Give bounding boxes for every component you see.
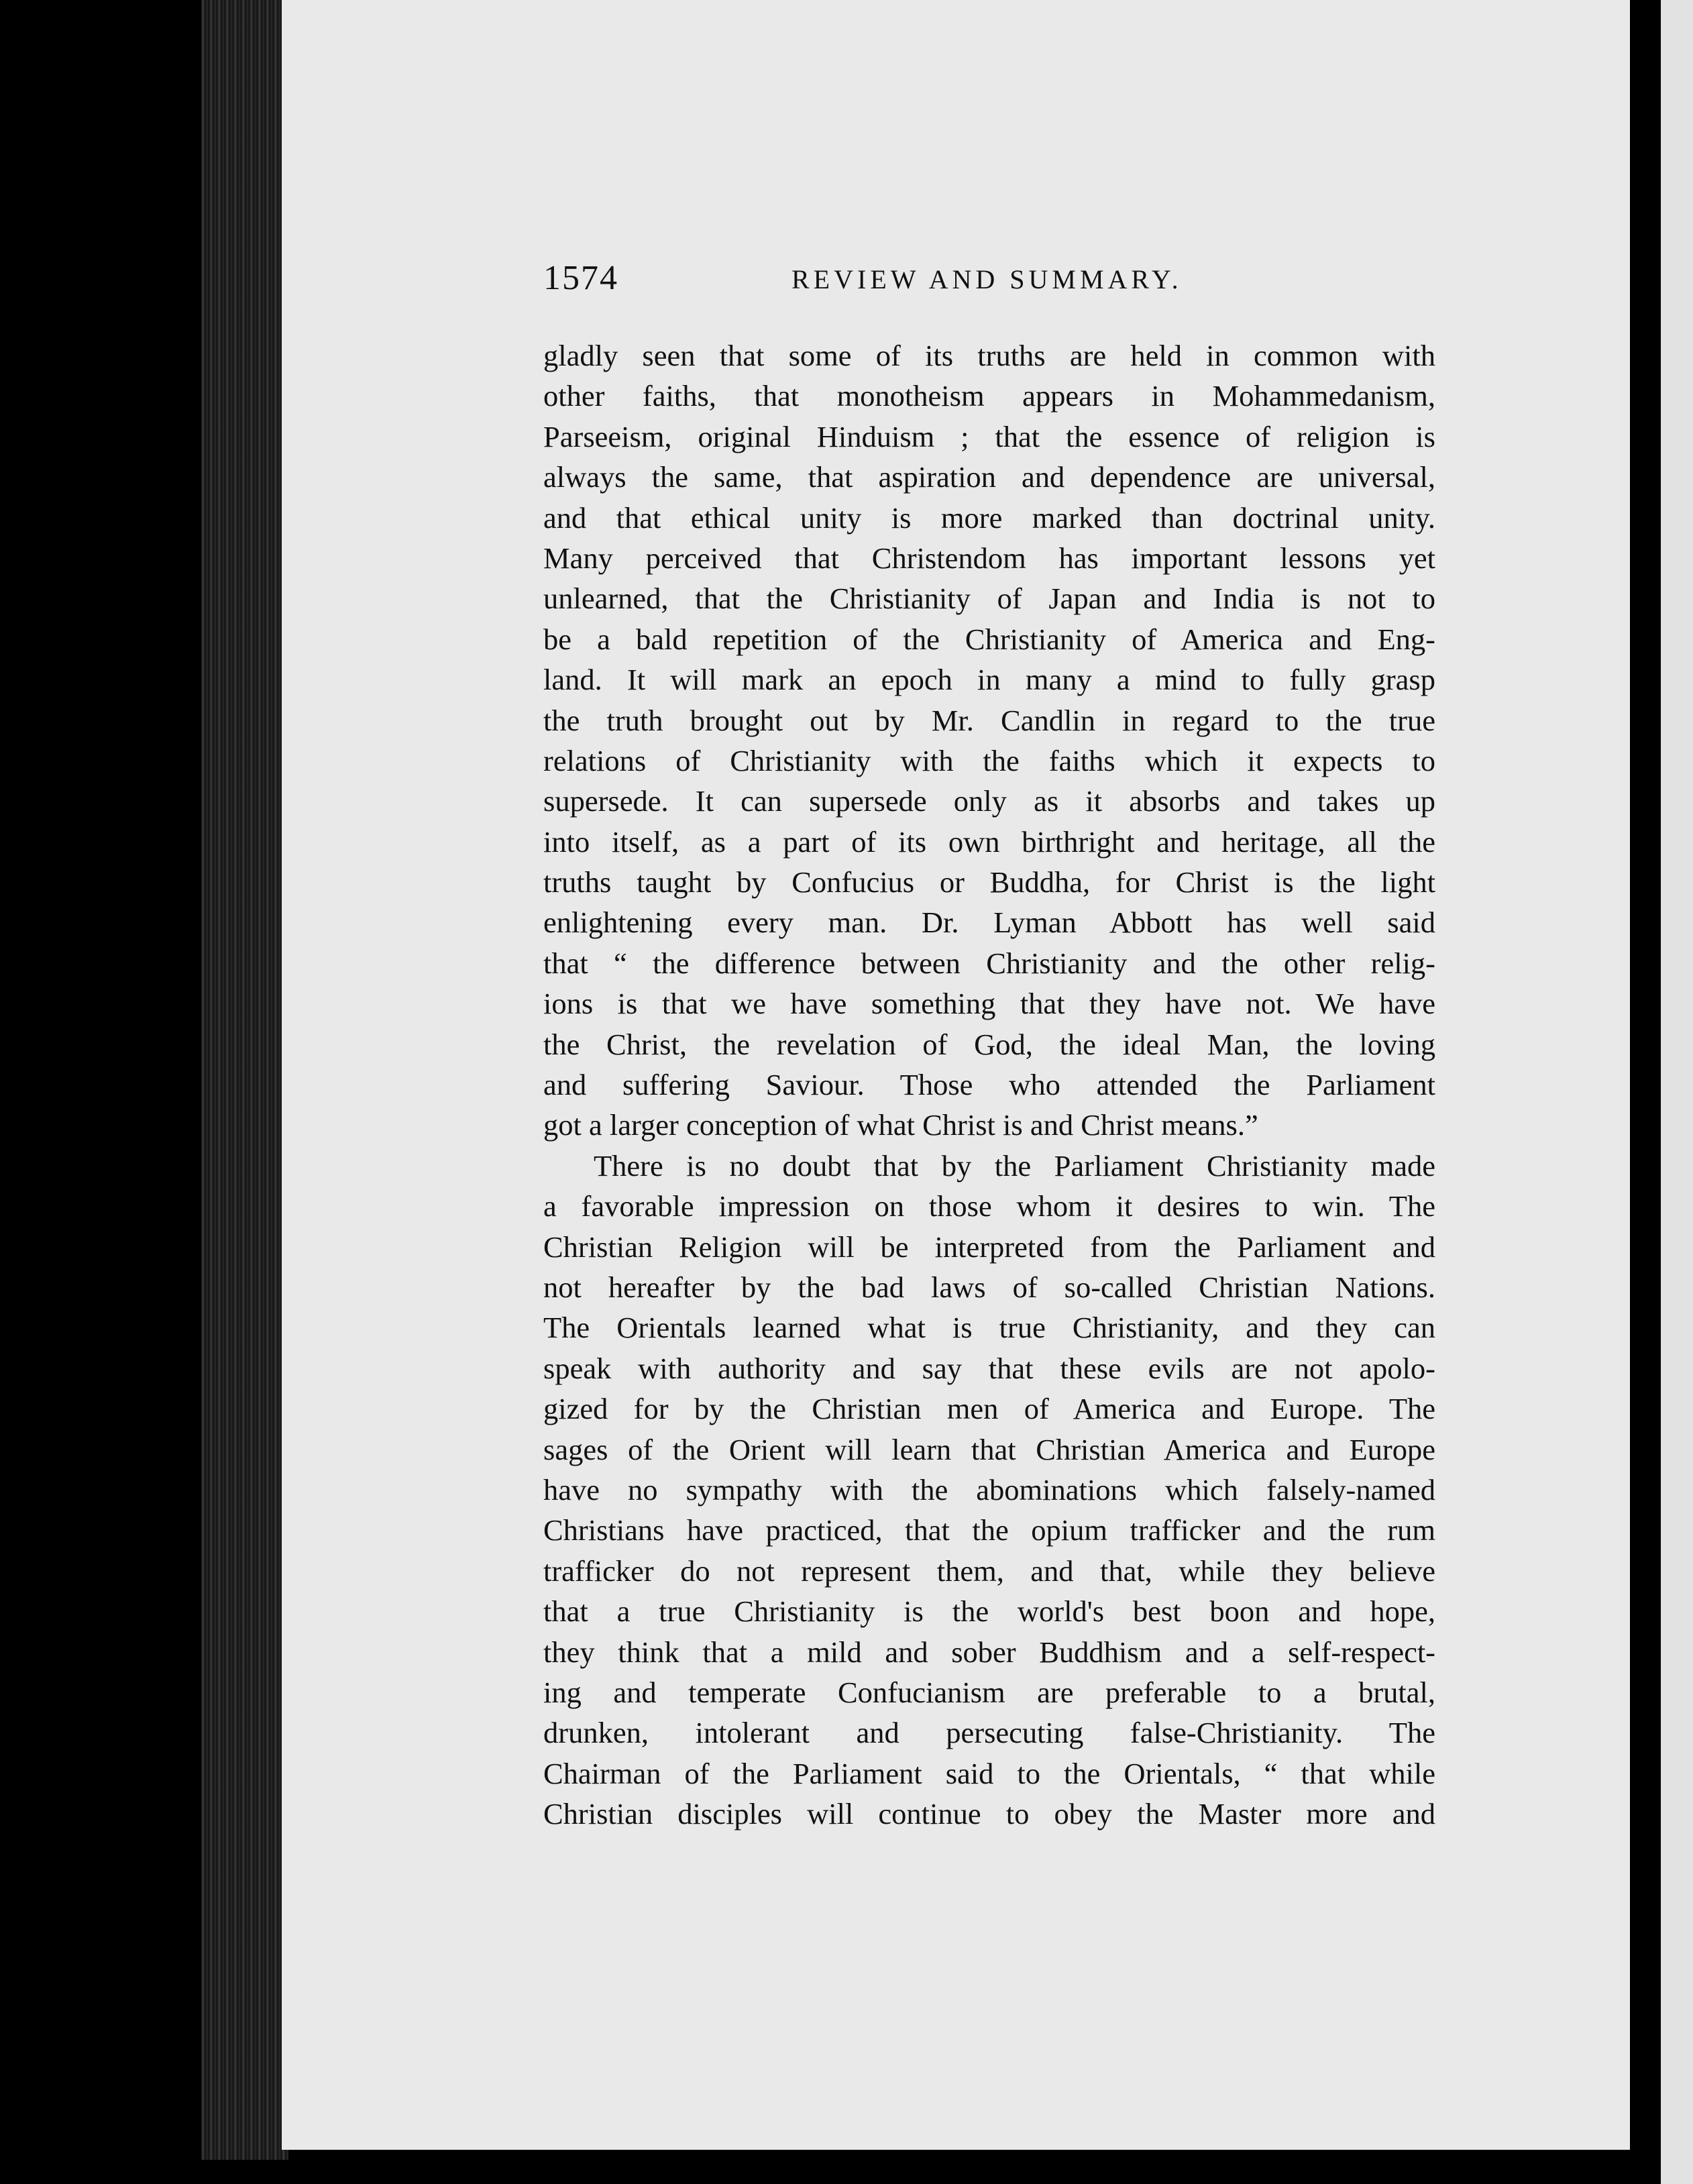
- text-line: Christian disciples will continue to obey the Master more and: [543, 1797, 1435, 1831]
- text-line: got a larger conception of what Christ is and Christ means.”: [543, 1108, 1258, 1142]
- book-page-edges: [201, 0, 288, 2160]
- text-line: the truth brought out by Mr. Candlin in regard to the true: [543, 703, 1435, 737]
- text-line: Many perceived that Christendom has important lessons yet: [543, 541, 1435, 575]
- text-line: supersede. It can supersede only as it absorbs and takes up: [543, 784, 1435, 818]
- text-line: relations of Christianity with the faiths which it expects to: [543, 743, 1435, 777]
- text-line: Christians have practiced, that the opium trafficker and the rum: [543, 1513, 1435, 1547]
- text-line: and that ethical unity is more marked than doctrinal unity.: [543, 500, 1435, 535]
- text-line: drunken, intolerant and persecuting false-Christianity. The: [543, 1716, 1435, 1750]
- text-line: ions is that we have something that they have not. We have: [543, 987, 1435, 1021]
- text-line: that a true Christianity is the world's best boon and hope,: [543, 1594, 1435, 1629]
- text-line: land. It will mark an epoch in many a mind to fully grasp: [543, 663, 1435, 697]
- text-line: enlightening every man. Dr. Lyman Abbott has well said: [543, 906, 1435, 940]
- text-line: have no sympathy with the abominations which falsely-named: [543, 1472, 1435, 1507]
- text-line: speak with authority and say that these evils are not apolo-: [543, 1351, 1435, 1385]
- text-line: into itself, as a part of its own birthright and heritage, all the: [543, 824, 1435, 859]
- text-line: ing and temperate Confucianism are preferable to a brutal,: [543, 1675, 1435, 1709]
- text-line: and suffering Saviour. Those who attended the Parliament: [543, 1068, 1435, 1102]
- text-line: Christian Religion will be interpreted from the Parliament and: [543, 1230, 1435, 1264]
- text-line: Chairman of the Parliament said to the Orientals, “ that while: [543, 1756, 1435, 1790]
- page-header: [543, 258, 1435, 298]
- text-line: unlearned, that the Christianity of Japan and India is not to: [543, 582, 1435, 616]
- text-line: not hereafter by the bad laws of so-called Christian Nations.: [543, 1270, 1435, 1304]
- text-line: gized for by the Christian men of America and Europe. The: [543, 1392, 1435, 1426]
- text-line: trafficker do not represent them, and that, while they believe: [543, 1553, 1435, 1588]
- text-line: they think that a mild and sober Buddhism and a self-respect-: [543, 1635, 1435, 1669]
- text-line: other faiths, that monotheism appears in Mohammedanism,: [543, 379, 1435, 413]
- text-line: Parseeism, original Hinduism ; that the essence of religion is: [543, 419, 1435, 453]
- adjacent-page-edge: [1657, 0, 1693, 2184]
- text-line: sages of the Orient will learn that Christian America and Europe: [543, 1432, 1435, 1466]
- text-line: that “ the difference between Christianity and the other relig-: [543, 946, 1435, 980]
- text-line: There is no doubt that by the Parliament Christianity made: [594, 1148, 1435, 1183]
- text-line: The Orientals learned what is true Christianity, and they can: [543, 1311, 1435, 1345]
- text-line: always the same, that aspiration and dependence are universal,: [543, 460, 1435, 494]
- text-line: truths taught by Confucius or Buddha, for Christ is the light: [543, 865, 1435, 899]
- text-line: gladly seen that some of its truths are held in common with: [543, 339, 1435, 372]
- text-line: the Christ, the revelation of God, the ideal Man, the loving: [543, 1027, 1435, 1061]
- text-line: a favorable impression on those whom it desires to win. The: [543, 1189, 1435, 1223]
- body-text: [543, 335, 1435, 1834]
- page-number: 1574: [543, 259, 618, 297]
- running-head: REVIEW AND SUMMARY.: [791, 264, 1183, 294]
- text-line: be a bald repetition of the Christianity of America and Eng-: [543, 622, 1435, 656]
